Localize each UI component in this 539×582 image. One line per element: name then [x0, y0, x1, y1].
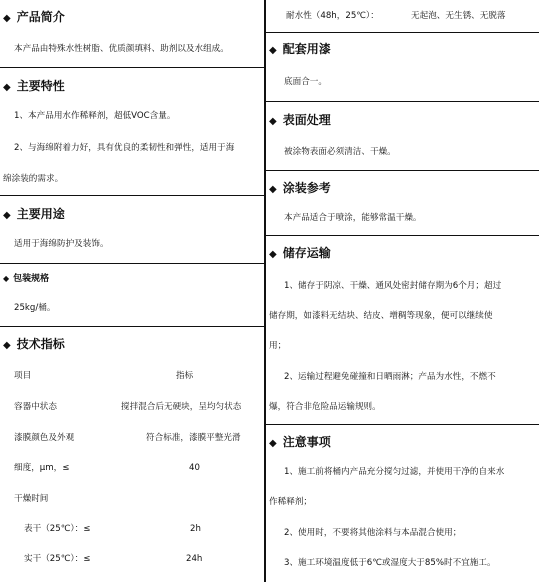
spec-value: 24h — [186, 554, 203, 564]
spec-value: 40 — [189, 463, 200, 473]
specs-heading: ◆ 技术指标 — [3, 337, 65, 351]
diamond-bullet-icon: ◆ — [3, 274, 10, 283]
diamond-bullet-icon: ◆ — [3, 340, 11, 351]
divider — [266, 101, 539, 102]
divider — [266, 424, 539, 425]
intro-text: 本产品由特殊水性树脂、优质颜填料、助剂以及水组成。 — [14, 44, 229, 54]
divider — [0, 67, 264, 68]
surface-text: 被涂物表面必须清洁、干燥。 — [284, 147, 396, 157]
spec-value: 符合标准，漆膜平整光滑 — [146, 433, 241, 443]
notes-line-3: 3、施工环境温度低于6℃或湿度大于85%时不宜施工。 — [284, 558, 496, 568]
spec-value: 搅拌混合后无硬块，呈均匀状态 — [121, 402, 242, 412]
intro-heading: ◆ 产品简介 — [3, 10, 65, 24]
storage-line-1a: 1、储存于阴凉、干燥、通风处密封储存期为6个月；超过 — [284, 281, 502, 291]
storage-line-1b: 储存期，如漆料无结块、结皮、增稠等现象，便可以继续使 — [269, 311, 493, 321]
left-column — [0, 0, 264, 582]
diamond-bullet-icon: ◆ — [269, 184, 277, 195]
water-resistance-value: 无起泡、无生锈、无脱落 — [411, 11, 506, 21]
features-heading: ◆ 主要特性 — [3, 79, 65, 93]
spec-item: 实干（25℃）：≤ — [24, 554, 91, 564]
features-line-1: 1、本产品用水作稀释剂，超低VOC含量。 — [14, 111, 176, 121]
diamond-bullet-icon: ◆ — [3, 13, 11, 24]
divider — [0, 263, 264, 264]
storage-line-2a: 2、运输过程避免碰撞和日晒雨淋；产品为水性，不燃不 — [284, 372, 496, 382]
specs-header-index: 指标 — [176, 371, 194, 381]
painting-heading: ◆ 涂装参考 — [269, 181, 331, 195]
spec-item: 表干（25℃）：≤ — [24, 524, 91, 534]
notes-heading: ◆ 注意事项 — [269, 435, 331, 449]
spec-item: 漆膜颜色及外观 — [14, 433, 75, 443]
notes-line-1b: 作稀释剂； — [269, 497, 312, 507]
storage-heading: ◆ 储存运输 — [269, 246, 331, 260]
uses-heading: ◆ 主要用途 — [3, 207, 65, 221]
uses-text: 适用于海绵防护及装饰。 — [14, 239, 109, 249]
divider — [266, 32, 539, 33]
water-resistance-item: 耐水性（48h，25℃）： — [286, 11, 379, 21]
divider — [0, 326, 264, 327]
diamond-bullet-icon: ◆ — [269, 249, 277, 260]
storage-line-2b: 爆，符合非危险品运输规则。 — [269, 402, 381, 412]
notes-line-1a: 1、施工前将桶内产品充分搅匀过滤，并使用干净的自来水 — [284, 467, 505, 477]
matching-text: 底面合一。 — [284, 77, 327, 87]
features-line-2b: 绵涂装的需求。 — [3, 174, 64, 184]
spec-value: 2h — [190, 524, 201, 534]
notes-line-2: 2、使用时，不要将其他涂料与本品混合使用； — [284, 528, 462, 538]
divider — [266, 170, 539, 171]
specs-header-item: 项目 — [14, 371, 32, 381]
spec-item: 干燥时间 — [14, 494, 49, 504]
divider — [266, 235, 539, 236]
spec-item: 容器中状态 — [14, 402, 57, 412]
storage-line-1c: 用； — [269, 341, 287, 351]
packaging-heading: ◆ 包装规格 — [3, 274, 50, 284]
diamond-bullet-icon: ◆ — [269, 438, 277, 449]
spec-item: 细度，μm，≤ — [14, 463, 70, 473]
diamond-bullet-icon: ◆ — [3, 82, 11, 93]
matching-heading: ◆ 配套用漆 — [269, 42, 331, 56]
right-column — [266, 0, 539, 582]
features-line-2a: 2、与海绵附着力好，具有优良的柔韧性和弹性，适用于海 — [14, 143, 235, 153]
divider — [0, 195, 264, 196]
packaging-text: 25kg/桶。 — [14, 303, 56, 313]
diamond-bullet-icon: ◆ — [269, 116, 277, 127]
diamond-bullet-icon: ◆ — [269, 45, 277, 56]
painting-text: 本产品适合于喷涂，能够常温干燥。 — [284, 213, 422, 223]
diamond-bullet-icon: ◆ — [3, 210, 11, 221]
surface-heading: ◆ 表面处理 — [269, 113, 331, 127]
